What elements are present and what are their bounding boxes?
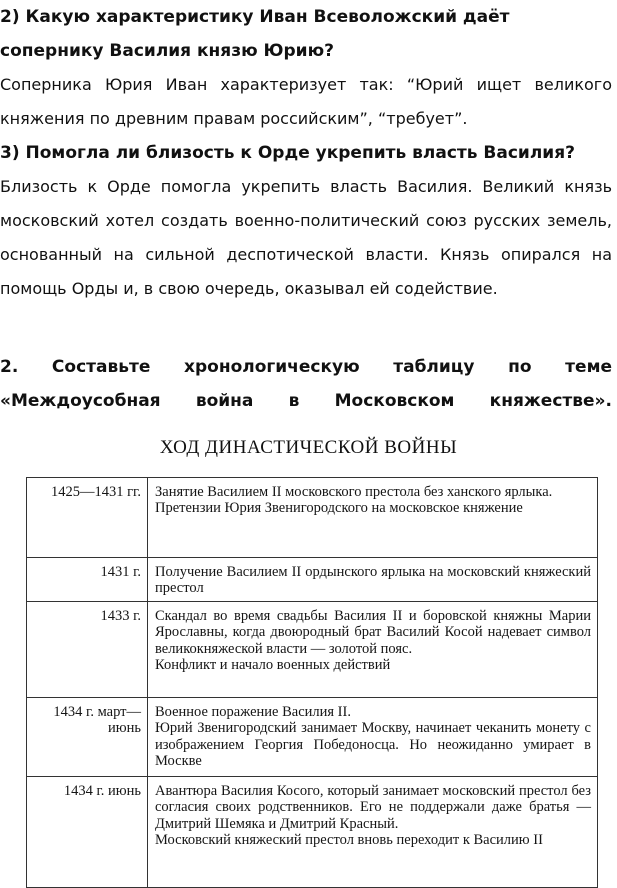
event-cell <box>148 777 598 888</box>
event-text: Военное поражение Василия II. <box>155 704 351 720</box>
answer-2-text: Соперника Юрия Иван характеризует так: “Юрий ищет великого княжения по древним правам российским”, “требует”. <box>0 75 612 128</box>
table-title: ХОД ДИНАСТИЧЕСКОЙ ВОЙНЫ <box>159 437 458 458</box>
table-row <box>27 777 598 888</box>
event-cell <box>148 698 598 777</box>
chronology-table <box>26 477 598 888</box>
event-text: Конфликт и начало военных действий <box>155 657 391 674</box>
date-cell: 1434 г. март—июнь <box>27 698 148 777</box>
event-cell <box>148 602 598 698</box>
task-2-heading: 2. Составьте хронологическую таблицу по теме «Междоусобная война в Московском княжестве». <box>0 357 612 411</box>
question-3-heading: 3) Помогла ли близость к Орде укрепить власть Василия? <box>0 143 575 163</box>
event-text: Московский княжеский престол вновь переходит к Василию II <box>155 832 543 849</box>
table-row <box>27 602 598 698</box>
event-text: Скандал во время свадьбы Василия II и боровской княжны Марии Ярославны, когда двоюродный брат Василий Косой надевает символ великокняжеской власти — золотой пояс. <box>155 608 591 657</box>
date-cell: 1431 г. <box>27 558 148 602</box>
date-cell: 1425—1431 гг. <box>27 478 148 558</box>
event-cell <box>148 478 598 558</box>
date-cell: 1434 г. июнь <box>27 777 148 888</box>
event-text: Авантюра Василия Косого, который занимает московский престол без согласия своих родственников. Его не поддержали даже братья — Дмитрий Шемяка и Дмитрий Красный. <box>155 783 591 832</box>
table-row <box>27 558 598 602</box>
event-text: Претензии Юрия Звенигородского на московское княжение <box>155 500 523 517</box>
question-2-heading: 2) Какую характеристику Иван Всеволожский даёт сопернику Василия князю Юрию? <box>0 7 510 61</box>
event-text: Юрий Звенигородский занимает Москву, начинает чеканить монету с изображением Георгия Победоносца. Но неожиданно умирает в Москве <box>155 720 591 770</box>
table-row <box>27 698 598 777</box>
table-row <box>27 478 598 558</box>
event-text: Получение Василием II ордынского ярлыка на московский княжеский престол <box>155 564 591 597</box>
event-cell <box>148 558 598 602</box>
date-cell: 1433 г. <box>27 602 148 698</box>
answer-3-text: Близость к Орде помогла укрепить власть Василия. Великий князь московский хотел создать военно-политический союз русских земель, основанный на сильной деспотической власти. Князь опирался на помощь Орды и, в свою очередь, оказывал ей содействие. <box>0 177 612 298</box>
event-text: Занятие Василием II московского престола без ханского ярлыка. <box>155 484 553 500</box>
